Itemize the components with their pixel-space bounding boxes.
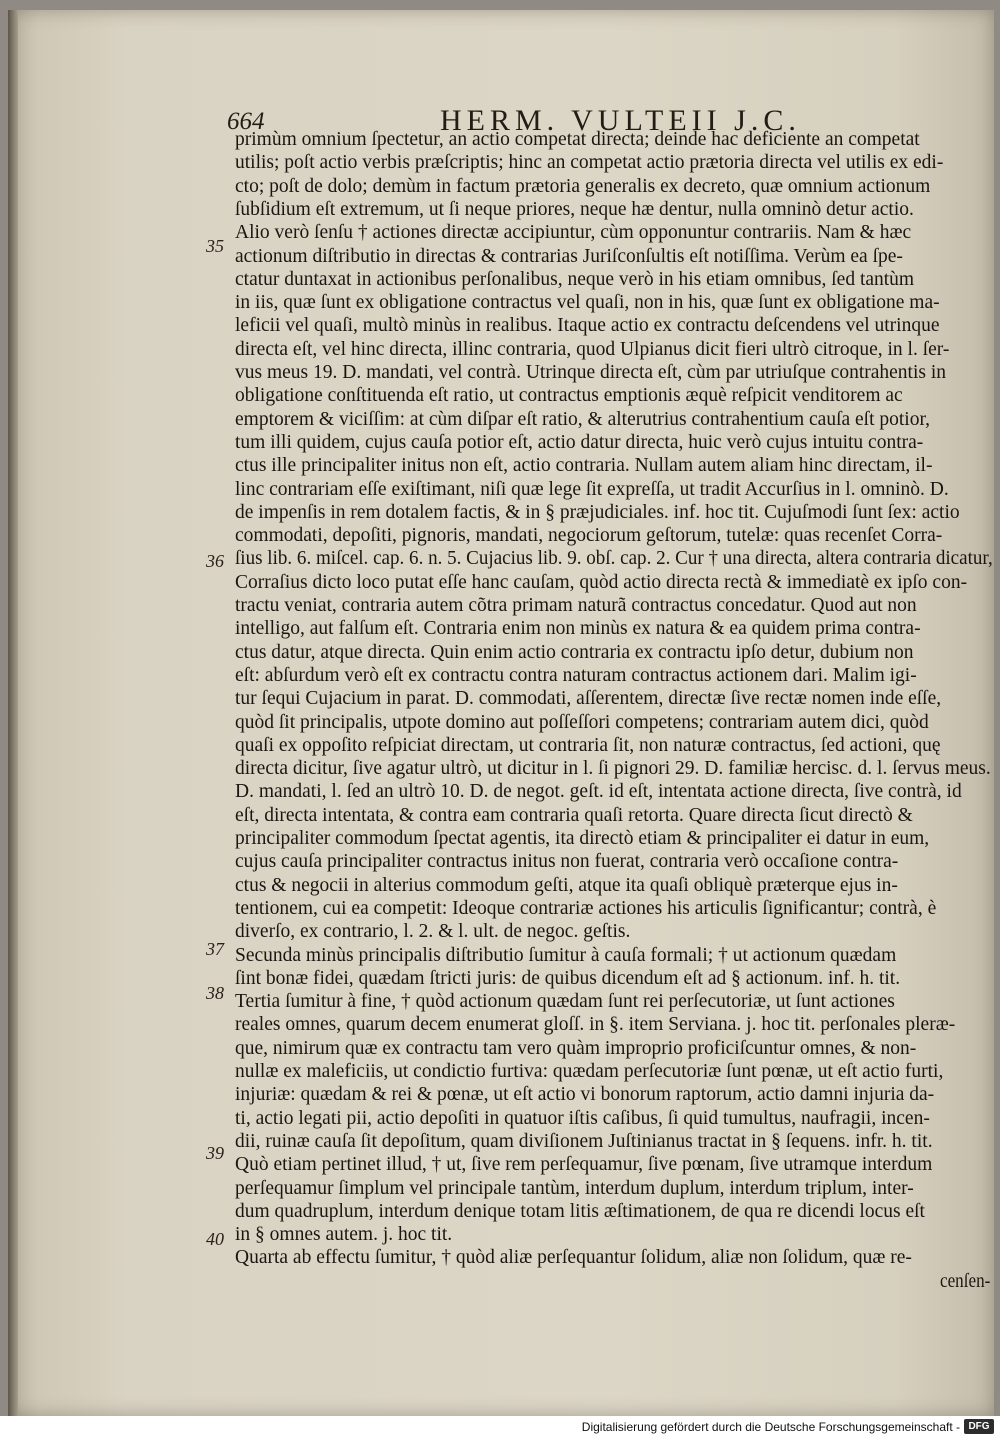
- margin-number: 37: [206, 939, 224, 959]
- page-number: 664: [227, 108, 265, 135]
- text-line: tentionem, cui ea competit: Ideoque contrariæ actiones his articulis ſignificantur; contrà, è: [235, 897, 937, 919]
- text-line: tractu veniat, contraria autem cõtra primam naturã contractus concedatur. Quod aut non: [235, 595, 917, 616]
- text-line: primùm omnium ſpectetur, an actio competat directa; deinde hac deficiente an competat: [235, 129, 920, 150]
- running-head: HERM. VULTEII J.C.: [440, 104, 801, 137]
- text-line: Corraſius dicto loco putat eſſe hanc cauſam, quòd actio directa rectà & immediatè ex ipſo con-: [235, 571, 968, 593]
- text-line: cenſen-: [940, 1270, 991, 1292]
- text-line: tum illi quidem, cujus cauſa potior eſt, actio datur directa, huic verò cujus intuitu contra-: [235, 431, 924, 453]
- text-line: D. mandati, l. ſed an ultrò 10. D. de negot. geſt. id eſt, intentata actione directa, ſive contrà, id: [235, 781, 962, 803]
- text-line: dii, ruinæ cauſa ſit depoſitum, quam diviſionem Juſtinianus tractat in § ſequens. infr. h. tit.: [235, 1130, 933, 1152]
- margin-number: 35: [206, 236, 224, 256]
- text-line: de impenſis in rem dotalem factis, & in § præjudiciales. inf. hoc tit. Cujuſmodi ſunt ſex: actio: [235, 501, 960, 523]
- margin-number: 39: [206, 1143, 224, 1163]
- margin-number: 36: [206, 551, 224, 571]
- text-line: ti, actio legati pii, actio depoſiti in quatuor iſtis caſibus, ſi quid tumultus, naufragii, incen-: [235, 1107, 930, 1129]
- text-line: leficii vel quaſi, multò minùs in realibus. Itaque actio ex contractu deſcendens vel utrinque: [235, 315, 940, 337]
- text-line: Quarta ab effectu ſumitur, † quòd aliæ perſequantur ſolidum, aliæ non ſolidum, quæ re-: [235, 1247, 912, 1269]
- text-line: in iis, quæ ſunt ex obligatione contractus vel quaſi, non in his, quæ ſunt ex obligatione ma-: [235, 292, 940, 314]
- text-line: vus meus 19. D. mandati, vel contrà. Utrinque directa eſt, cùm par utriuſque contrahentis in: [235, 362, 947, 383]
- text-line: ctus & negocii in alterius commodum geſti, atque ita quaſi obliquè præterque ejus in-: [235, 874, 898, 896]
- text-line: linc contrariam eſſe exiſtimant, niſi quæ lege ſit expreſſa, ut tradit Accurſius in l. omninò. D.: [235, 478, 949, 500]
- text-line: diverſo, ex contrario, l. 2. & l. ult. de negoc. geſtis.: [235, 921, 631, 943]
- text-line: Quò etiam pertinet illud, † ut, ſive rem perſequamur, ſive pœnam, ſive utramque interdum: [235, 1154, 933, 1176]
- text-line: que, nimirum quæ ex contractu tam vero quàm improprio proficiſcuntur omnes, & non-: [235, 1037, 917, 1059]
- text-line: eſt, directa intentata, & contra eam contraria quaſi retorta. Quare directa ſicut directò &: [235, 804, 913, 826]
- text-line: utilis; poſt actio verbis præſcriptis; hinc an competat actio prætoria directa vel utilis ex edi-: [235, 152, 944, 174]
- text-line: ctatur duntaxat in actionibus perſonalibus, neque verò in his etiam omnibus, ſed tantùm: [235, 268, 915, 290]
- text-line: Tertia ſumitur à fine, † quòd actionum quædam ſunt rei perſecutoriæ, ut ſunt actiones: [235, 991, 895, 1013]
- text-line: dum quadruplum, interdum denique totam litis æſtimationem, de qua re dicendi locus eſt: [235, 1200, 925, 1222]
- text-line: cto; poſt de dolo; demùm in factum prætoria generalis ex decreto, quæ omnium actionum: [235, 175, 931, 197]
- text-line: emptorem & viciſſim: at cùm diſpar eſt ratio, & alterutrius contrahentium cauſa eſt potior,: [235, 408, 931, 430]
- text-line: ctus datur, atque directa. Quin enim actio contraria ex contractu ipſo detur, dubium non: [235, 641, 914, 663]
- margin-number: 40: [206, 1229, 224, 1249]
- text-line: eſt: abſurdum verò eſt ex contractu contra naturam contractus actionem dari. Malim igi-: [235, 664, 917, 686]
- text-line: injuriæ: quædam & rei & pœnæ, ut eſt actio vi bonorum raptorum, actio damni injuria da-: [235, 1084, 935, 1106]
- text-line: nullæ ex maleficiis, ut condictio furtiva: quædam perſecutoriæ ſunt pœnæ, ut eſt actio furti,: [235, 1061, 944, 1082]
- text-line: principaliter commodum ſpectat agentis, ita directò etiam & principaliter ei datur in eum,: [235, 828, 930, 849]
- text-line: intelligo, aut falſum eſt. Contraria enim non minùs ex natura & ea quidem prima contra-: [235, 618, 921, 640]
- dfg-logo: DFG: [964, 1419, 994, 1434]
- footer-bar: [0, 1416, 1000, 1438]
- text-line: perſequamur ſimplum vel principale tantùm, interdum duplum, interdum triplum, inter-: [235, 1177, 914, 1199]
- text-line: ſubſidium eſt extremum, ut ſi neque priores, neque hæ dentur, nulla omninò detur actio.: [235, 198, 914, 220]
- text-line: in § omnes autem. j. hoc tit.: [235, 1224, 453, 1246]
- text-line: cujus cauſa principaliter contractus initus non fuerat, contraria verò occaſione contra-: [235, 851, 899, 873]
- text-line: commodati, depoſiti, pignoris, mandati, negociorum geſtorum, tutelæ: quas recenſet Corra-: [235, 525, 943, 547]
- text-line: Alio verò ſenſu † actiones directæ accipiuntur, cùm opponuntur contrariis. Nam & hæc: [235, 222, 912, 244]
- text-line: tur ſequi Cujacium in parat. D. commodati, aſſerentem, directæ ſive rectæ nomen inde eſſe,: [235, 688, 942, 710]
- text-line: actionum diſtributio in directas & contrarias Juriſconſultis eſt notiſſima. Verùm ea ſpe-: [235, 245, 903, 267]
- book-page: [8, 10, 994, 1416]
- text-line: directa eſt, vel hinc directa, illinc contraria, quod Ulpianus dicit fieri ultrò citroque, in l. ſer-: [235, 338, 950, 360]
- footer-credit: Digitalisierung gefördert durch die Deutsche Forschungsgemeinschaft -: [581, 1420, 960, 1434]
- text-line: ſint bonæ fidei, quædam ſtricti juris: de quibus dicendum eſt ad § actionum. inf. h. tit.: [235, 967, 901, 989]
- text-line: quòd ſit principalis, utpote domino aut poſſeſſori competens; contrariam autem dici, quòd: [235, 711, 929, 733]
- margin-number: 38: [206, 983, 224, 1003]
- text-line: obligatione conſtituenda eſt ratio, ut contractus emptionis æquè reſpicit venditorem ac: [235, 385, 903, 407]
- text-line: ctus ille principaliter initus non eſt, actio contraria. Nullam autem aliam hinc directam, il-: [235, 455, 933, 477]
- text-line: ſius lib. 6. miſcel. cap. 6. n. 5. Cujacius lib. 9. obſ. cap. 2. Cur † una directa, altera contraria dicatur,: [235, 548, 993, 570]
- text-line: directa dicitur, ſive agatur ultrò, ut dicitur in l. ſi pignori 29. D. familiæ hercisc. d. l. ſervus meus.: [235, 758, 991, 780]
- text-line: Secunda minùs principalis diſtributio ſumitur à cauſa formali; † ut actionum quædam: [235, 944, 897, 966]
- text-line: quaſi ex oppoſito reſpiciat directam, ut contraria ſit, non naturæ contractus, ſed actioni, quę: [235, 734, 941, 756]
- text-line: reales omnes, quarum decem enumerat gloſſ. in §. item Serviana. j. hoc tit. perſonales pleræ-: [235, 1014, 956, 1036]
